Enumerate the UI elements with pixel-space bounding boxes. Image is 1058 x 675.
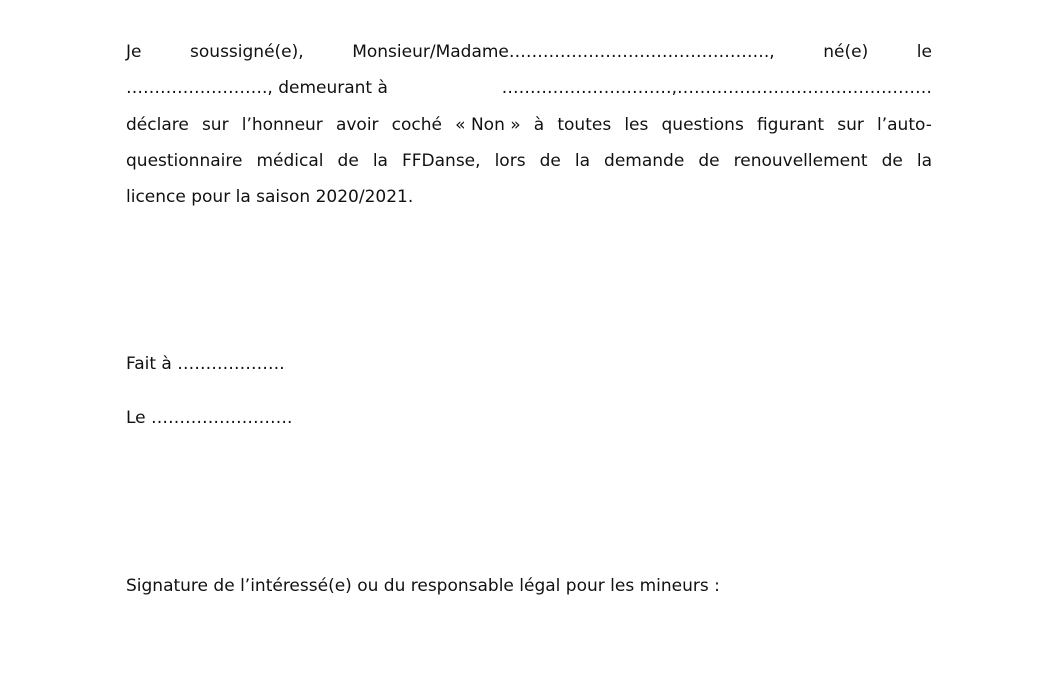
declaration-line-3 <box>126 114 932 136</box>
address-field: …………………………,……………………………………… <box>501 78 932 98</box>
word: questions <box>661 115 744 135</box>
date-field: Le ……………………. <box>126 408 293 428</box>
word: de <box>337 151 359 171</box>
word: sur <box>837 115 864 135</box>
word: figurant <box>756 115 825 135</box>
word: avoir <box>335 115 379 135</box>
word: soussigné(e), <box>190 42 304 62</box>
word: coché <box>391 115 442 135</box>
word: les <box>624 115 649 135</box>
word: la <box>916 151 932 171</box>
declaration-line-4 <box>126 150 932 172</box>
word: demande <box>604 151 685 171</box>
word: lors <box>494 151 526 171</box>
place-field: Fait à ………………. <box>126 354 285 374</box>
word: à <box>533 115 545 135</box>
word: l’honneur <box>241 115 323 135</box>
word: la <box>372 151 388 171</box>
word: Je <box>126 42 142 62</box>
word: le <box>916 42 932 62</box>
word: de <box>698 151 720 171</box>
word: l’auto- <box>877 115 932 135</box>
word: la <box>574 151 591 171</box>
word: « Non » <box>455 115 521 135</box>
word: toutes <box>557 115 612 135</box>
birthdate-field: ……………………., demeurant à <box>126 78 388 98</box>
declaration-line-5: licence pour la saison 2020/2021. <box>126 187 414 207</box>
word: questionnaire <box>126 151 243 171</box>
word: de <box>881 151 903 171</box>
word: renouvellement <box>733 151 868 171</box>
word: sur <box>201 115 229 135</box>
name-field: Monsieur/Madame………………………………………., <box>352 42 775 62</box>
signature-label: Signature de l’intéressé(e) ou du responsable légal pour les mineurs : <box>126 576 720 596</box>
word: FFDanse, <box>401 151 481 171</box>
word: né(e) <box>823 42 869 62</box>
word: de <box>539 151 561 171</box>
word: médical <box>256 151 324 171</box>
declaration-line-1 <box>126 41 932 63</box>
word: déclare <box>126 115 189 135</box>
declaration-line-2 <box>126 77 932 99</box>
